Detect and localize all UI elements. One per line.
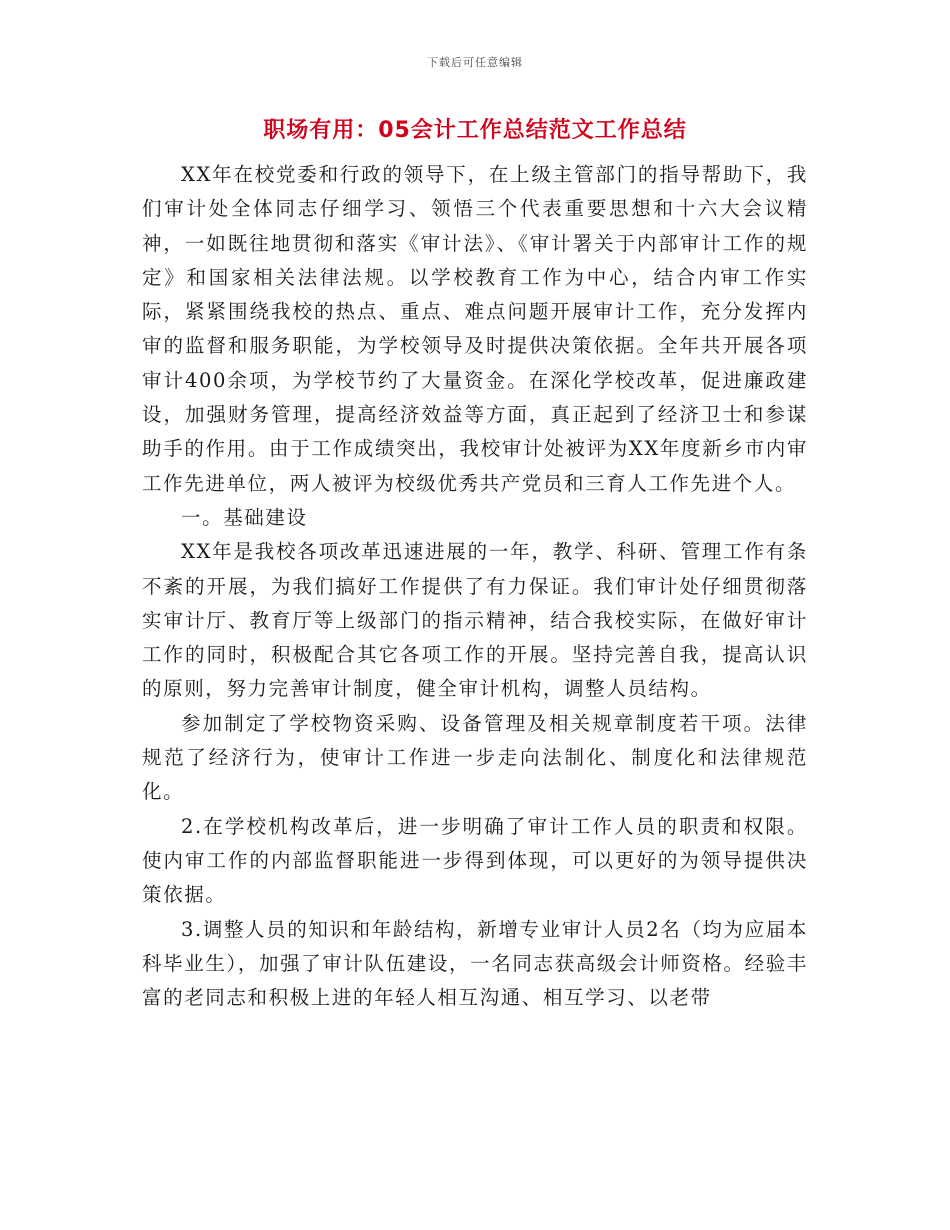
document-body bbox=[142, 158, 808, 1015]
paragraph: XX年是我校各项改革迅速进展的一年，教学、科研、管理工作有条不紊的开展，为我们搞好工作提供了有力保证。我们审计处仔细贯彻落实审计厅、教育厅等上级部门的指示精神，结合我校实际，在做好审计工作的同时，积极配合其它各项工作的开展。坚持完善自我，提高认识的原则，努力完善审计制度，健全审计机构，调整人员结构。 bbox=[142, 540, 808, 701]
paragraph: 参加制定了学校物资采购、设备管理及相关规章制度若干项。法律规范了经济行为，使审计工作进一步走向法制化、制度化和法律规范化。 bbox=[142, 711, 808, 804]
paragraph: 3.调整人员的知识和年龄结构，新增专业审计人员2名（均为应届本科毕业生），加强了审计队伍建设，一名同志获高级会计师资格。经验丰富的老同志和积极上进的年轻人相互沟通、相互学习、以老带 bbox=[142, 917, 808, 1010]
page-header-note: 下载后可任意编辑 bbox=[427, 56, 523, 69]
section-heading: 一。基础建设 bbox=[181, 505, 308, 529]
paragraph-intro: XX年在校党委和行政的领导下，在上级主管部门的指导帮助下，我们审计处全体同志仔细学习、领悟三个代表重要思想和十六大会议精神，一如既往地贯彻和落实《审计法》、《审计署关于内部审计工作的规定》和国家相关法律法规。以学校教育工作为中心，结合内审工作实际，紧紧围绕我校的热点、重点、难点问题开展审计工作，充分发挥内审的监督和服务职能，为学校领导及时提供决策依据。全年共开展各项审计400余项，为学校节约了大量资金。在深化学校改革，促进廉政建设，加强财务管理，提高经济效益等方面，真正起到了经济卫士和参谋助手的作用。由于工作成绩突出，我校审计处被评为XX年度新乡市内审工作先进单位，两人被评为校级优秀共产党员和三育人工作先进个人。 bbox=[142, 163, 808, 495]
paragraph: 2.在学校机构改革后，进一步明确了审计工作人员的职责和权限。使内审工作的内部监督职能进一步得到体现，可以更好的为领导提供决策依据。 bbox=[142, 814, 808, 907]
document-title: 职场有用：05会计工作总结范文工作总结 bbox=[263, 118, 687, 143]
